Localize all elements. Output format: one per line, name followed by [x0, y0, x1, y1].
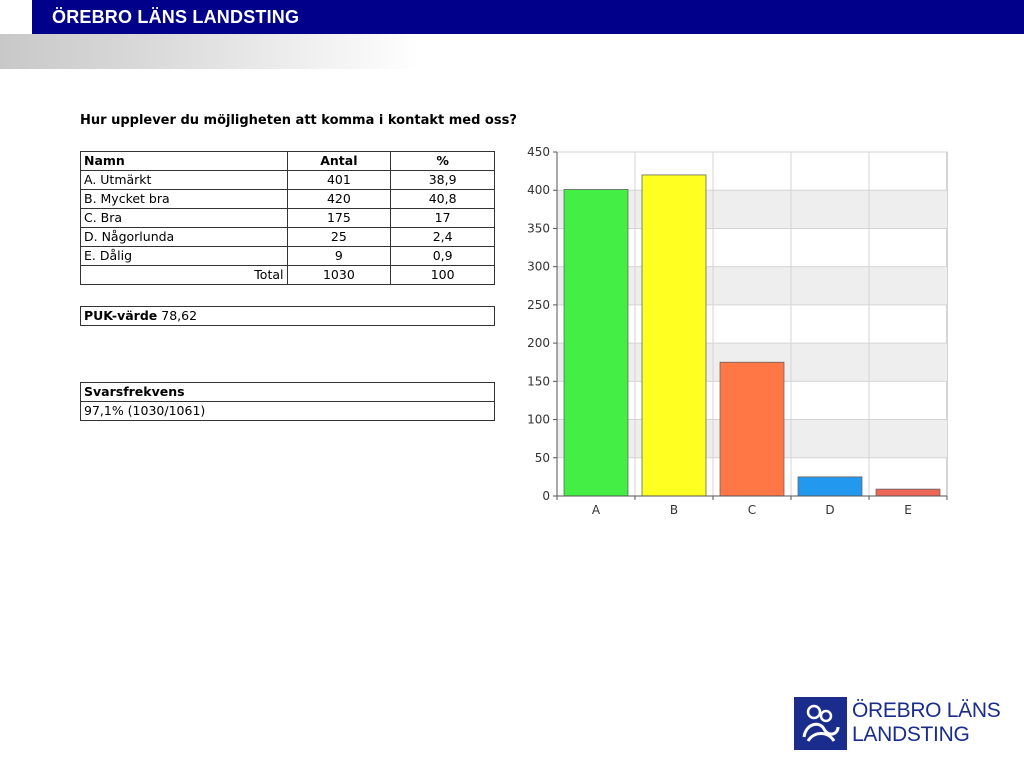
row-name: C. Bra [81, 209, 288, 228]
question-title: Hur upplever du möjligheten att komma i kontakt med oss? [80, 113, 517, 128]
y-tick-label: 150 [527, 374, 550, 389]
puk-table [80, 306, 495, 326]
results-header-row [81, 152, 495, 171]
row-pct: 0,9 [391, 247, 495, 266]
col-header-pct: % [391, 152, 495, 171]
svarsfrekvens-table [80, 382, 495, 421]
total-pct: 100 [391, 266, 495, 285]
row-name: E. Dålig [81, 247, 288, 266]
table-row [81, 247, 495, 266]
row-count: 401 [287, 171, 391, 190]
svarsfrekvens-value: 97,1% (1030/1061) [81, 402, 495, 421]
puk-label: PUK-värde [84, 308, 158, 323]
y-tick-label: 0 [542, 489, 550, 503]
y-tick-label: 450 [527, 145, 550, 159]
y-tick-label: 300 [527, 259, 550, 274]
row-pct: 17 [391, 209, 495, 228]
x-tick-label: B [669, 503, 679, 517]
table-row [81, 190, 495, 209]
bar-B [642, 175, 706, 496]
row-name: B. Mycket bra [81, 190, 288, 209]
total-label: Total [81, 266, 288, 285]
row-name: A. Utmärkt [81, 171, 288, 190]
y-tick-label: 250 [527, 297, 550, 312]
header-title: ÖREBRO LÄNS LANDSTING [52, 7, 300, 27]
col-header-count: Antal [287, 152, 391, 171]
svarsfrekvens-label: Svarsfrekvens [81, 383, 495, 402]
logo-text-line2: LANDSTING [852, 723, 970, 746]
row-pct: 38,9 [391, 171, 495, 190]
logo-emblem [794, 697, 847, 750]
row-pct: 2,4 [391, 228, 495, 247]
logo [794, 697, 1004, 753]
col-header-name: Namn [81, 152, 288, 171]
table-row [81, 171, 495, 190]
results-table [80, 151, 495, 285]
y-tick-label: 400 [527, 183, 550, 198]
chart-yticks [527, 145, 557, 503]
y-tick-label: 100 [527, 412, 550, 427]
row-count: 175 [287, 209, 391, 228]
y-tick-label: 350 [527, 221, 550, 236]
bar-E [876, 489, 940, 496]
puk-cell [81, 307, 495, 326]
table-row [81, 228, 495, 247]
y-tick-label: 200 [527, 336, 550, 351]
row-count: 9 [287, 247, 391, 266]
table-row [81, 209, 495, 228]
x-tick-label: E [904, 503, 912, 517]
bar-chart [510, 140, 960, 525]
logo-figures-icon [794, 697, 847, 750]
x-tick-label: A [591, 503, 601, 517]
row-name: D. Någorlunda [81, 228, 288, 247]
puk-value: 78,62 [161, 308, 198, 323]
bar-D [798, 477, 862, 496]
total-row [81, 266, 495, 285]
row-pct: 40,8 [391, 190, 495, 209]
bar-A [564, 189, 628, 496]
x-tick-label: C [747, 503, 757, 517]
bar-C [720, 362, 784, 496]
row-count: 25 [287, 228, 391, 247]
chart-xticks [557, 496, 947, 517]
total-count: 1030 [287, 266, 391, 285]
x-tick-label: D [825, 503, 835, 517]
gradient-stripe [0, 34, 420, 69]
row-count: 420 [287, 190, 391, 209]
y-tick-label: 50 [534, 450, 550, 465]
logo-text-line1: ÖREBRO LÄNS [852, 699, 1001, 722]
